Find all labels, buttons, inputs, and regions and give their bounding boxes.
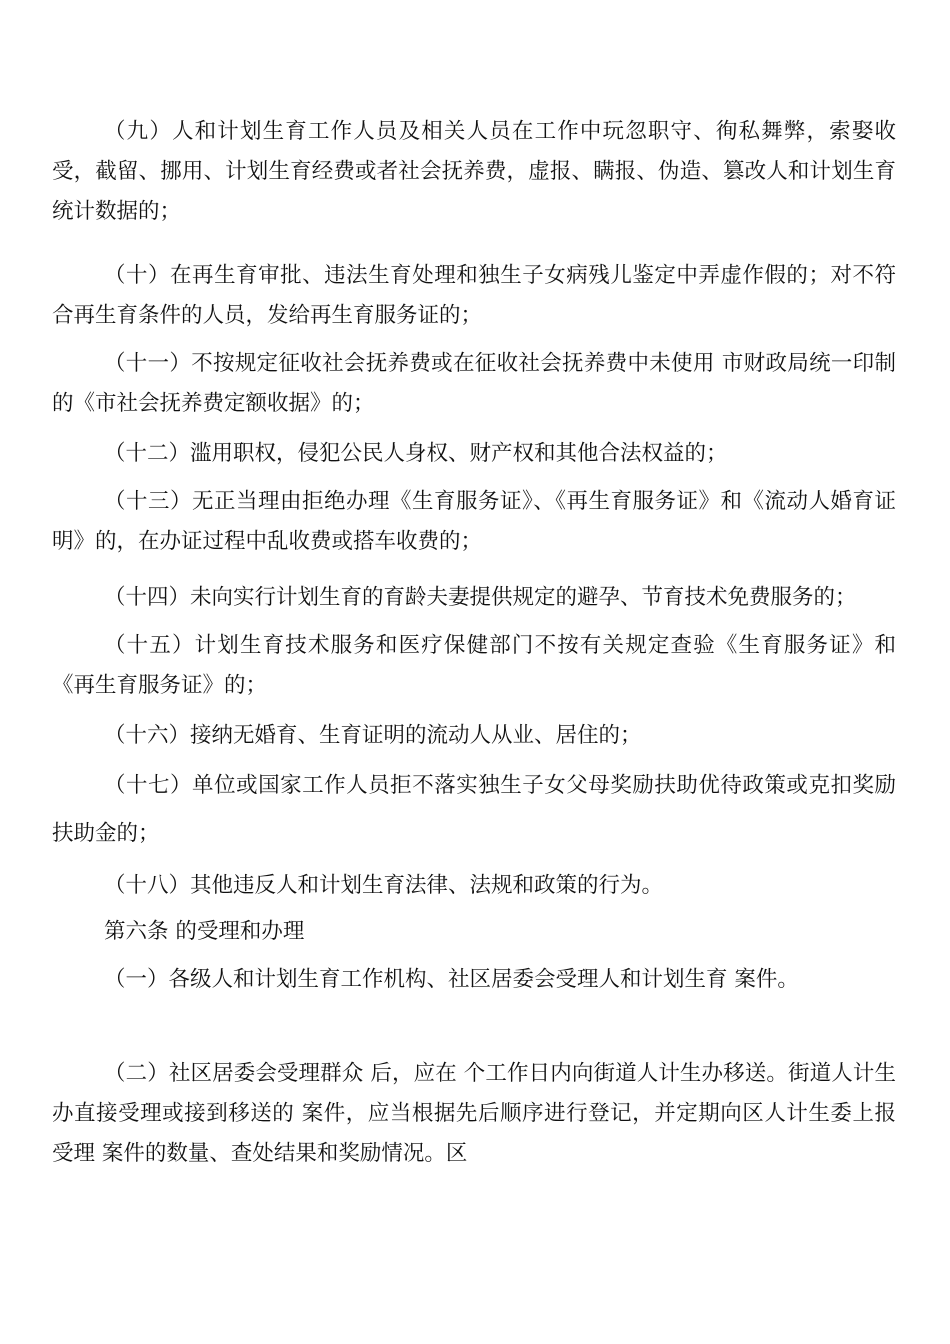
item-12-paragraph: （十二）滥用职权，侵犯公民人身权、财产权和其他合法权益的； <box>104 441 728 466</box>
item-15-paragraph: （十五）计划生育技术服务和医疗保健部门不按有关规定查验《生育服务证》和《再生育服务证》的； <box>52 633 896 698</box>
article-item-2-paragraph: （二）社区居委会受理群众 后，应在 个工作日内向街道人计生办移送。街道人计生办直接受理或接到移送的 案件，应当根据先后顺序进行登记，并定期向区人计生委上报受理 案件的数量、查处结果和奖励情况。区 <box>52 1061 896 1166</box>
article-item-1-paragraph: （一）各级人和计划生育工作机构、社区居委会受理人和计划生育 案件。 <box>104 967 799 992</box>
article-heading: 第六条 的受理和办理 <box>104 919 305 944</box>
item-11-paragraph: （十一）不按规定征收社会抚养费或在征收社会抚养费中未使用 市财政局统一印制的《市社会抚养费定额收据》的； <box>52 351 896 416</box>
item-18-paragraph: （十八）其他违反人和计划生育法律、法规和政策的行为。 <box>104 873 664 898</box>
item-13-paragraph: （十三）无正当理由拒绝办理《生育服务证》、《再生育服务证》和《流动人婚育证明》的，在办证过程中乱收费或搭车收费的； <box>52 489 896 554</box>
item-10-paragraph: （十）在再生育审批、违法生育处理和独生子女病残儿鉴定中弄虚作假的；对不符合再生育条件的人员，发给再生育服务证的； <box>52 263 896 328</box>
item-9-paragraph: （九）人和计划生育工作人员及相关人员在工作中玩忽职守、徇私舞弊，索娶收受，截留、挪用、计划生育经费或者社会抚养费，虚报、瞒报、伪造、篡改人和计划生育统计数据的； <box>52 119 896 224</box>
item-14-paragraph: （十四）未向实行计划生育的育龄夫妻提供规定的避孕、节育技术免费服务的； <box>104 585 857 610</box>
item-17-paragraph: （十七）单位或国家工作人员拒不落实独生子女父母奖励扶助优待政策或克扣奖励扶助金的； <box>52 773 896 846</box>
item-16-paragraph: （十六）接纳无婚育、生育证明的流动人从业、居住的； <box>104 723 642 748</box>
